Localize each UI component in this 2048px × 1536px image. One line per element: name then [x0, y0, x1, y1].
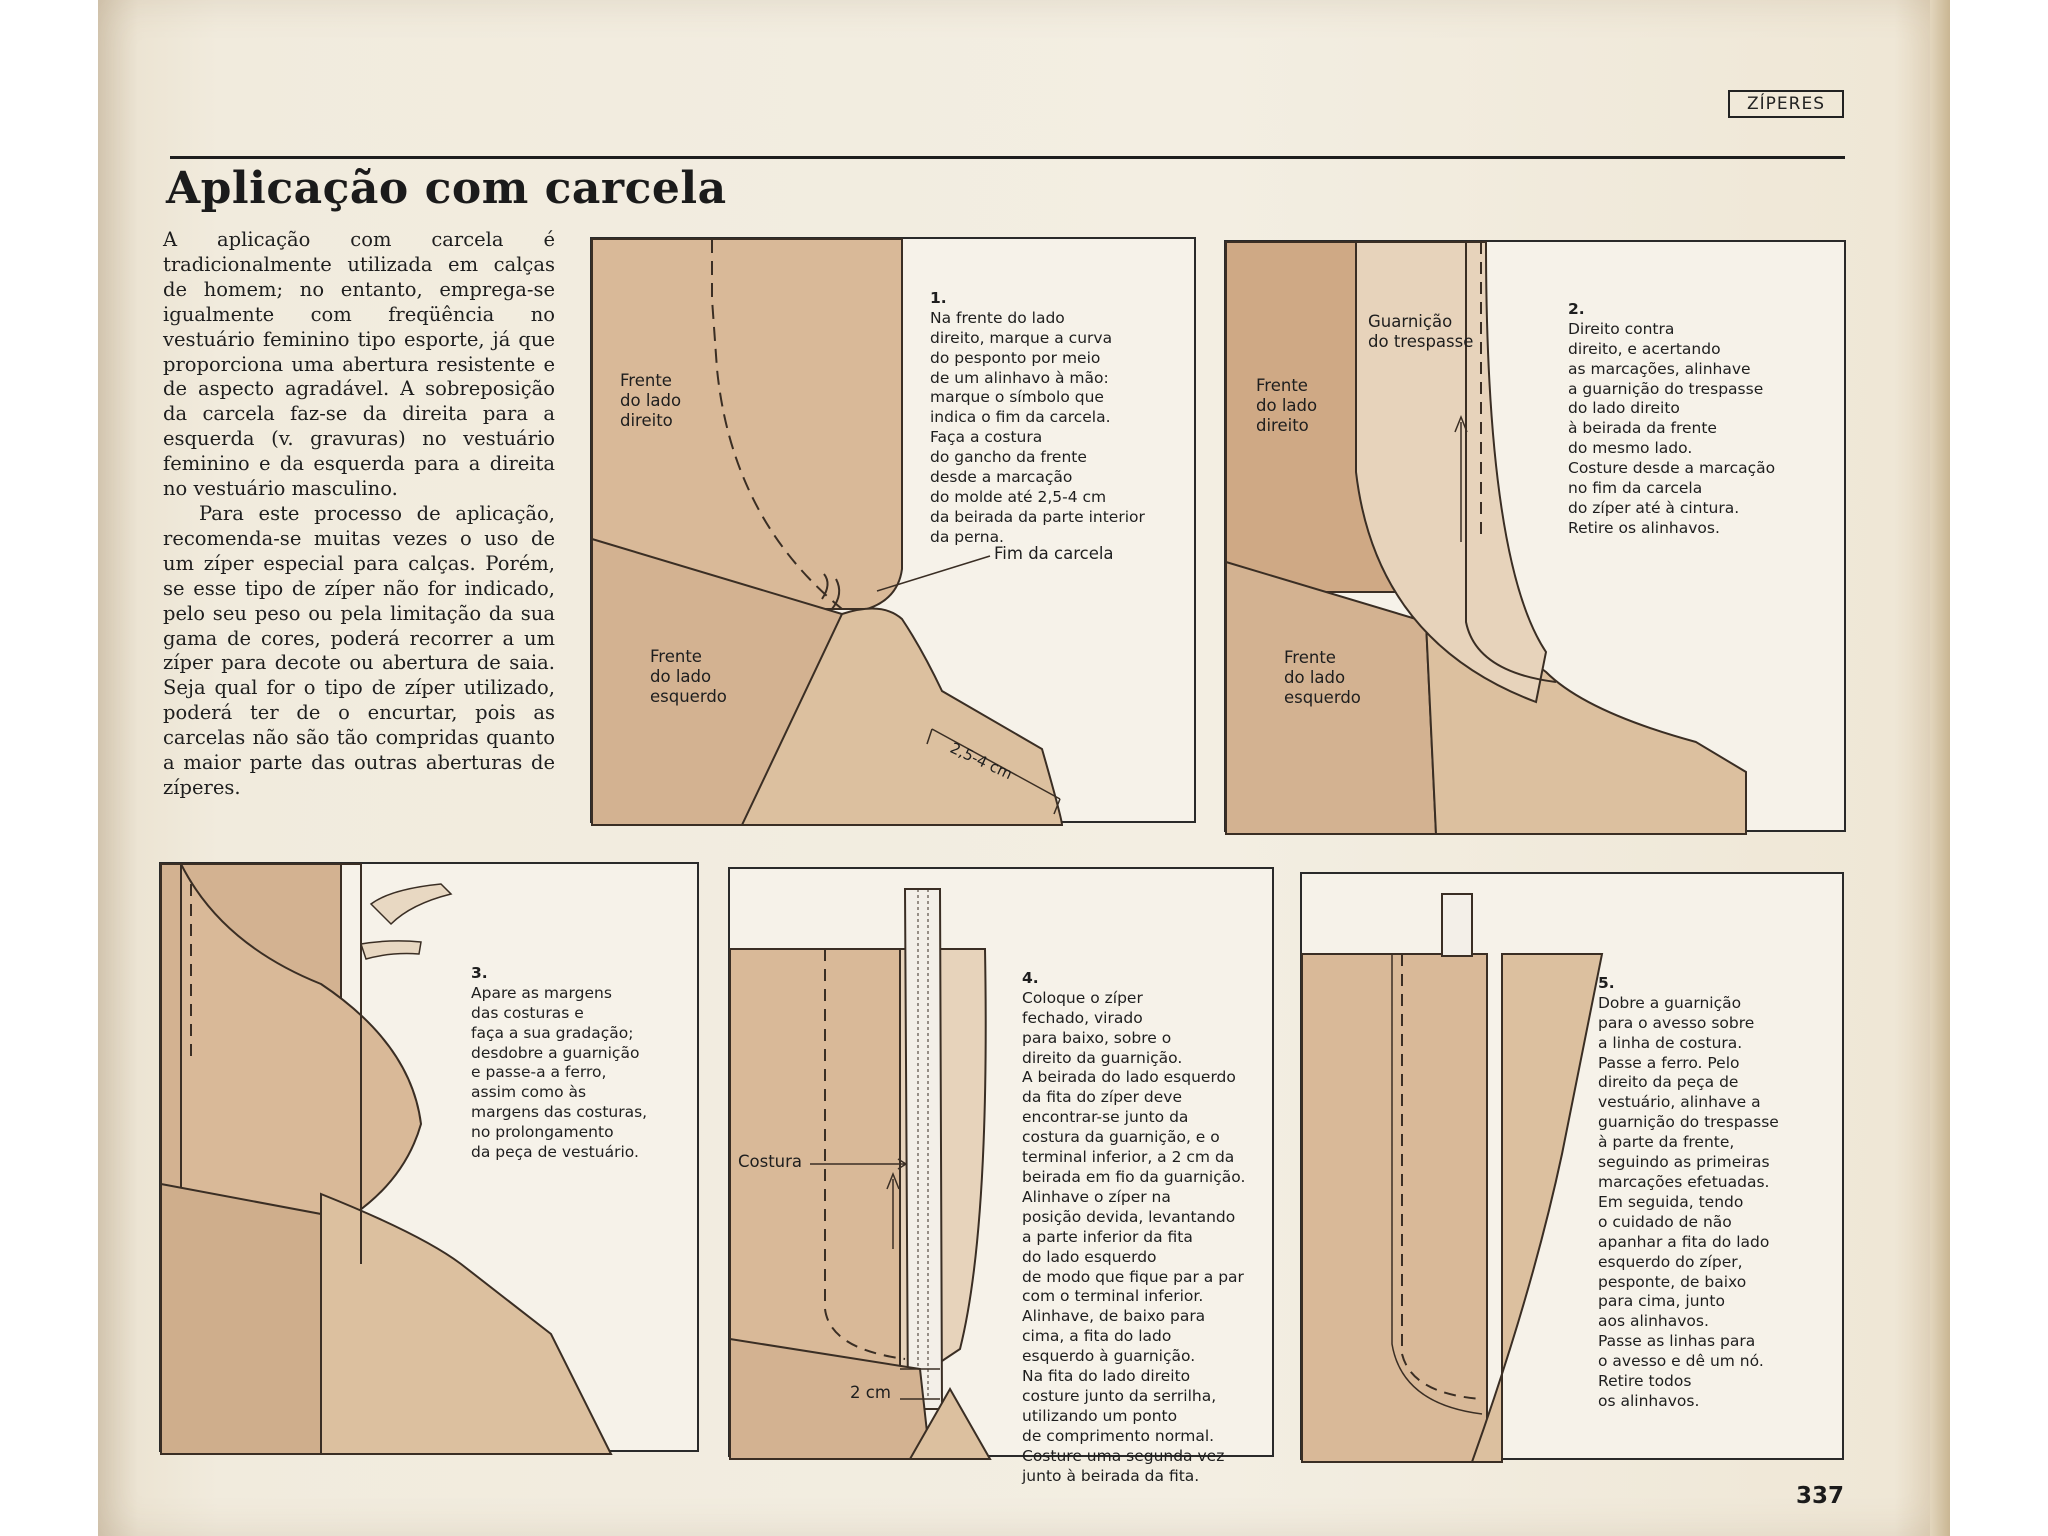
step-2-caption: [1568, 280, 1838, 539]
intro-paragraph-1: A aplicação com carcela é tradicionalmente utilizada em calças de homem; no entanto, emprega-se igualmente com freqüência no vestuário feminino tipo esporte, já que proporciona uma abertura resistente e de aspecto agradável. A sobreposição da carcela faz-se da direita para a esquerda (v. gravuras) no vestuário feminino e da esquerda para a direita no vestuário masculino.: [163, 228, 555, 501]
step-5-number: 5.: [1598, 973, 1615, 992]
label-front-right: Frente do lado direito: [620, 371, 682, 430]
label-front-left: Frente do lado esquerdo: [650, 647, 727, 706]
step-5-text: Dobre a guarnição para o avesso sobre a linha de costura. Passe a ferro. Pelo direito da peça de vestuário, alinhave a guarnição do trespasse à parte da frente, seguindo as primeiras marcações efetuadas. Em seguida, tendo o cuidado de não apanhar a fita do lado esquerdo do zíper, pesponte, de baixo para cima, junto aos alinhavos. Passe as linhas para o avesso e dê um nó. Retire todos os alinhavos.: [1598, 993, 1779, 1410]
label-facing: Guarnição do trespasse: [1368, 312, 1474, 351]
label-front-left-2: Frente do lado esquerdo: [1284, 648, 1361, 707]
label-seam: Costura: [738, 1152, 803, 1171]
page-edge: [1930, 0, 1950, 1536]
step-3-number: 3.: [471, 963, 488, 982]
step-2-panel: [1224, 240, 1846, 832]
step-1-text: Na frente do lado direito, marque a curva do pesponto por meio de um alinhavo à mão: marque o símbolo que indica o fim da carcela. Faça a costura do gancho da frente desde a marcação do molde até 2,5-4 cm da beirada da parte interior da perna.: [930, 308, 1145, 546]
label-end-of-fly: Fim da carcela: [994, 544, 1114, 563]
label-front-right-2: Frente do lado direito: [1256, 376, 1318, 435]
label-measure-2: 2 cm: [850, 1383, 891, 1402]
intro-text: [163, 228, 555, 801]
step-3-text: Apare as margens das costuras e faça a sua gradação; desdobre a guarnição e passe-a a ferro, assim como às margens das costuras, no prolongamento da peça de vestuário.: [471, 983, 648, 1162]
step-4-number: 4.: [1022, 968, 1039, 987]
step-3-caption: [471, 944, 691, 1163]
intro-paragraph-2: Para este processo de aplicação, recomenda-se muitas vezes o uso de um zíper especial para calças. Porém, se esse tipo de zíper não for indicado, pelo seu peso ou pela limitação da sua gama de cores, poderá recorrer a um zíper para decote ou abertura de saia. Seja qual for o tipo de zíper utilizado, poderá ter de o encurtar, pois as carcelas não são tão compridas quanto a maior parte das outras aberturas de zíperes.: [163, 501, 555, 799]
step-5-panel: [1300, 872, 1844, 1460]
step-5-caption: [1598, 954, 1838, 1412]
section-tag: ZÍPERES: [1728, 90, 1844, 118]
step-2-text: Direito contra direito, e acertando as marcações, alinhave a guarnição do trespasse do lado direito à beirada da frente do mesmo lado. Costure desde a marcação no fim da carcela do zíper até à cintura. Retire os alinhavos.: [1568, 319, 1776, 537]
step-4-caption: [1022, 949, 1272, 1486]
step-1-number: 1.: [930, 288, 947, 307]
step-1-panel: [590, 237, 1196, 823]
step-1-caption: [930, 269, 1190, 548]
label-measure-1: 2,5-4 cm: [947, 738, 1016, 784]
page-title: Aplicação com carcela: [166, 163, 727, 214]
page-number: 337: [1796, 1483, 1845, 1509]
step-2-number: 2.: [1568, 299, 1585, 318]
header-rule: [170, 156, 1845, 159]
step-3-panel: [159, 862, 699, 1452]
step-4-panel: [728, 867, 1274, 1485]
step-4-text: Coloque o zíper fechado, virado para baixo, sobre o direito da guarnição. A beirada do lado esquerdo da fita do zíper deve encontrar-se junto da costura da guarnição, e o terminal inferior, a 2 cm da beirada em fio da guarnição. Alinhave o zíper na posição devida, levantando a parte inferior da fita do lado esquerdo de modo que fique par a par com o terminal inferior. Alinhave, de baixo para cima, a fita do lado esquerdo à guarnição. Na fita do lado direito costure junto da serrilha, utilizando um ponto de comprimento normal. Costure uma segunda vez junto à beirada da fita.: [1022, 988, 1246, 1485]
